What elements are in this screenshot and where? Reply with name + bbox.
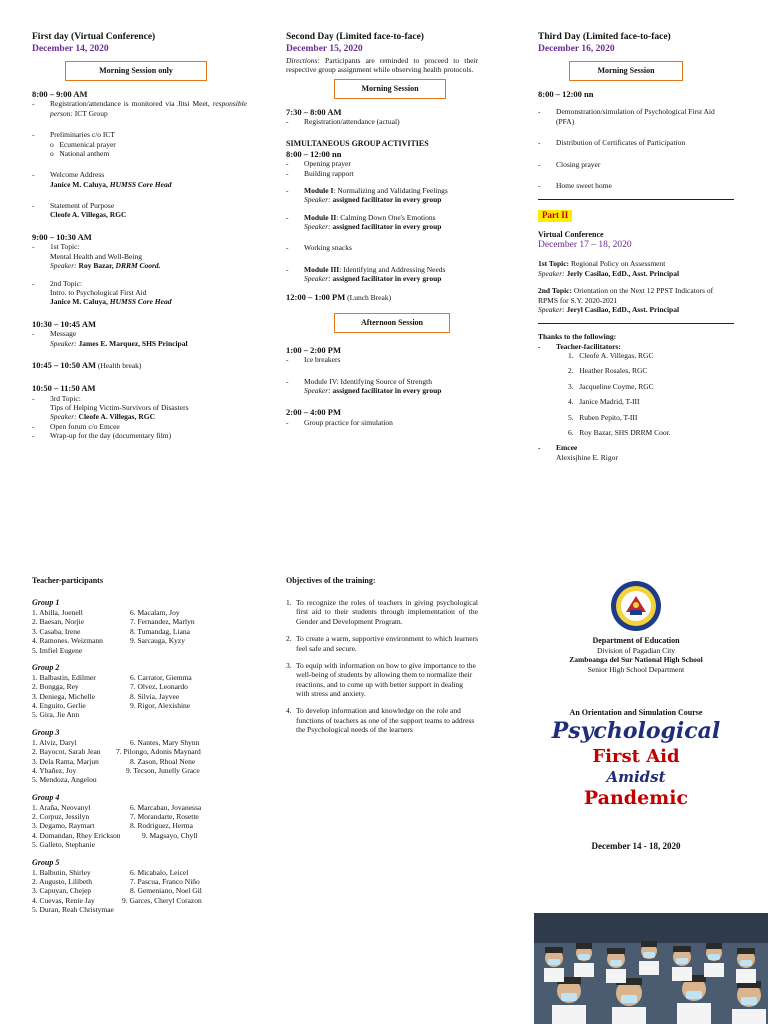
day1-topic1: - 1st Topic: xyxy=(32,242,80,252)
day3-time-1: 8:00 – 12:00 nn xyxy=(538,88,594,99)
day1-title: First day (Virtual Conference) xyxy=(32,32,156,42)
day1-prayer: o Ecumenical prayer xyxy=(50,139,116,149)
cover-title-first-aid: First Aid xyxy=(592,745,680,767)
thanks-title: Thanks to the following: xyxy=(538,332,617,342)
day2-opening-prayer: - Opening prayer xyxy=(286,159,351,169)
day3-date: December 16, 2020 xyxy=(538,43,615,54)
day2-snacks: - Working snacks xyxy=(286,243,352,253)
group-3-title: Group 3 xyxy=(32,727,60,737)
day2-module3-speaker: Speaker: assigned facilitator in every group xyxy=(304,274,442,284)
day2-column xyxy=(286,32,478,427)
day3-title: Third Day (Limited face-to-face) xyxy=(538,32,671,42)
day2-time-1: 7:30 – 8:00 AM xyxy=(286,106,342,117)
day2-time-4: 1:00 – 2:00 PM xyxy=(286,344,342,355)
objective-item: 1. To recognize the roles of teachers in giving psychological first aid to their students through implementation of the Gender and Development Program. xyxy=(286,598,478,626)
day1-date: December 14, 2020 xyxy=(32,43,109,54)
day2-module2-speaker: Speaker: assigned facilitator in every group xyxy=(304,222,442,231)
day2-module4: - Module IV: Identifying Source of Strength xyxy=(286,376,432,386)
part2-topic1: 1st Topic: Regional Policy on Assessment xyxy=(538,259,666,269)
thanks-emcee-label: - Emcee xyxy=(538,443,578,453)
facilitator-item: 2. Heather Rosales, RGC xyxy=(568,366,648,376)
facilitator-item: 3. Jacqueline Coyme, RGC xyxy=(568,381,654,391)
day1-time-5: 10:50 – 11:50 AM xyxy=(32,383,96,393)
day2-module3: - Module III: Identifying and Addressing Needs xyxy=(286,264,446,274)
school-seal-logo xyxy=(610,580,662,632)
part2-date: December 17 – 18, 2020 xyxy=(538,239,632,250)
day1-anthem: o National anthem xyxy=(50,148,110,158)
part2-label: Part II xyxy=(538,210,572,221)
day3-demonstration: - Demonstration/simulation of Psychological First Aid (PFA) xyxy=(538,107,715,126)
group-2-title: Group 2 xyxy=(32,662,60,672)
objectives-column xyxy=(286,576,478,735)
day2-practice: - Group practice for simulation xyxy=(286,417,393,427)
day1-time-3: 10:30 – 10:45 AM xyxy=(32,318,96,329)
day1-column xyxy=(32,32,247,441)
day2-rapport: - Building rapport xyxy=(286,168,354,178)
day1-wrap-up: - Wrap-up for the day (documentary film) xyxy=(32,431,172,441)
objective-item: 4. To develop information and knowledge on the role and functions of teachers as one of the support teams to address the Psychological needs of the learners xyxy=(286,706,475,735)
day2-directions: Directions: Participants are reminded to proceed to their respective group assignment while observing health protocols. xyxy=(286,55,478,75)
group-4-list: 1. Araña, Neovanyl 6. Marcaban, Jovanessa 2. Corpuz, Jessilyn 7. Morandarte, Rosette 3. Degamo, Raymart 8. Rodriguez, Herma 4. Domandan, Rhey Erickson 9. Magsayo, Chyll 5. Galleto, Stephanie xyxy=(32,802,202,850)
students-photo xyxy=(534,913,768,1024)
day1-topic3-speaker: Speaker: Cleofe A. Villegas, RGC xyxy=(50,412,155,422)
thanks-facilitators-label: - Teacher-facilitators: xyxy=(538,341,621,351)
day1-time-1: 8:00 – 9:00 AM xyxy=(32,88,88,99)
group-1-list: 1. Abilla, Joenell 6. Macalam, Joy 2. Baesan, Norjie 7. Fernandez, Marlyn 3. Casaba, Irene 8. Tumandag, Liana 4. Ramones. Weizmann 9. Sarcauga, Kyzy 5. Imfiel Eugene xyxy=(32,608,195,655)
day1-topic2-speaker: Janice M. Caluya, HUMSS Core Head xyxy=(50,297,172,307)
day1-topic2-title: Intro. to Psychological First Aid xyxy=(50,287,147,297)
cover-course: An Orientation and Simulation Course xyxy=(569,708,703,718)
day3-column xyxy=(538,32,734,462)
group-1-title: Group 1 xyxy=(32,598,60,607)
day1-message-speaker: Speaker: James E. Marquez, SHS Principal xyxy=(50,338,188,348)
facilitator-item: 1. Cleofe A. Villegas, RGC xyxy=(568,351,654,360)
group-2-list: 1. Balbastin, Edilmer 6. Carrator, Giemma 2. Bongga, Rey 7. Olvez, Leonardo 3. Deniega, Michelle 8. Silvia, Jayvee 4. Enguito, Gerlie 9. Rigor, Alexishine 5. Gira, Jie Ann xyxy=(32,672,192,720)
day2-simultaneous-title: SIMULTANEOUS GROUP ACTIVITIES xyxy=(286,138,429,148)
part2-topic2: 2nd Topic: Orientation on the Next 12 PPST Indicators of RPMS for S.Y. 2020-2021 xyxy=(538,286,714,305)
day1-welcome: - Welcome Address xyxy=(32,170,105,180)
day3-closing-prayer: - Closing prayer xyxy=(538,159,601,169)
day1-welcome-speaker: Janice M. Caluya, HUMSS Core Head xyxy=(50,179,172,189)
day2-module4-speaker: Speaker: assigned facilitator in every group xyxy=(304,385,442,395)
cover-division: Division of Pagadian City xyxy=(596,646,676,655)
thanks-facilitator-list xyxy=(538,351,734,437)
day1-topic1-speaker: Speaker: Roy Bazar, DRRM Coord. xyxy=(50,261,161,271)
day1-purpose: - Statement of Purpose xyxy=(32,201,115,210)
cover-dates: December 14 - 18, 2020 xyxy=(591,840,681,851)
thanks-emcee: Alexisjhine E. Rigor xyxy=(556,452,618,462)
part2-title: Virtual Conference xyxy=(538,229,604,239)
day2-lunch: 12:00 – 1:00 PM (Lunch Break) xyxy=(286,291,392,302)
day1-session-box: Morning Session only xyxy=(65,61,207,81)
day1-topic3-title: Tips of Helping Victim-Survivors of Disasters xyxy=(50,403,189,412)
participants-title: Teacher-participants xyxy=(32,576,103,585)
participants-column xyxy=(32,576,247,914)
day2-module2: - Module II: Calming Down One's Emotions xyxy=(286,212,436,222)
cover-title-psychological: Psychological xyxy=(551,718,721,745)
cover-school: Zamboanga del Sur National High School xyxy=(569,655,703,665)
day2-session-box: Morning Session xyxy=(334,79,446,99)
group-5-title: Group 5 xyxy=(32,857,60,867)
day1-health-break: 10:45 – 10:50 AM (Health break) xyxy=(32,360,142,370)
objectives-title: Objectives of the training: xyxy=(286,576,376,585)
group-3-list: 1. Alviz, Daryl 6. Nantes, Mary Shynn 2. Bayocot, Sarah Jean 7. Pilongo, Adonis Maynard 3. Dela Rama, Marjun 8. Zason, Rhoal Nene 4. Ybañez, Joy 9. Tecson, Junelly Grace 5. Mendoza, Angelou xyxy=(32,737,201,785)
facilitator-item: 4. Janice Madrid, T-III xyxy=(568,397,640,407)
day3-home: - Home sweet home xyxy=(538,180,612,190)
facilitator-item: 5. Ruben Pepito, T-III xyxy=(568,412,638,422)
objective-item: 2. To create a warm, supportive environment to which learners feel safe and secure. xyxy=(286,634,478,653)
day3-certificates: - Distribution of Certificates of Participation xyxy=(538,138,686,148)
day2-module1: - Module I: Normalizing and Validating Feelings xyxy=(286,185,448,195)
group-5-list: 1. Balbutin, Shirley 6. Micabalo, Leicel 2. Augusto, Lilibeth 7. Pascua, Franco Niño 3. Capuyan, Chejep 8. Gemeniano, Noel Gil 4. Cuevas, Renie Jay 9. Garces, Cheryl Corazon 5. Duran, Reah Christymae xyxy=(32,867,202,914)
cover-title-pandemic: Pandemic xyxy=(583,786,689,809)
objective-item: 3. To equip with information on how to give importance to the well-being of students by allowing them to normalize their reactions, and to come up with better support in dealing with stress and anxiety. xyxy=(286,660,476,698)
divider-1 xyxy=(538,199,734,200)
day2-module1-speaker: Speaker: assigned facilitator in every group xyxy=(304,195,442,205)
part2-topic1-speaker: Speaker: Jerly Casilao, EdD., Asst. Principal xyxy=(538,268,680,278)
group-4-title: Group 4 xyxy=(32,792,60,802)
day2-time-5: 2:00 – 4:00 PM xyxy=(286,407,342,418)
day1-message: - Message xyxy=(32,329,77,339)
day1-topic3: - 3rd Topic: xyxy=(32,393,81,403)
day1-purpose-speaker: Cleofe A. Villegas, RGC xyxy=(50,210,127,220)
cover-shs: Senior High School Department xyxy=(587,664,685,674)
day1-time-2: 9:00 – 10:30 AM xyxy=(32,231,92,242)
facilitator-item: 6. Roy Bazar, SHS DRRM Coor. xyxy=(568,427,671,437)
cover-dept: Department of Education xyxy=(592,636,680,645)
day2-date: December 15, 2020 xyxy=(286,43,363,54)
cover-panel xyxy=(538,580,734,852)
day2-title: Second Day (Limited face-to-face) xyxy=(286,32,424,42)
day2-ice-breakers: - Ice breakers xyxy=(286,355,341,365)
day2-registration: - Registration/attendance (actual) xyxy=(286,117,400,127)
day1-open-forum: - Open forum c/o Emcee xyxy=(32,421,120,431)
day1-preliminaries: - Preliminaries c/o ICT xyxy=(32,130,115,140)
day1-topic1-title: Mental Health and Well-Being xyxy=(50,251,142,261)
part2-topic2-speaker: Speaker: Jeryl Casilao, EdD., Asst. Principal xyxy=(538,304,680,314)
day2-afternoon-box: Afternoon Session xyxy=(334,313,450,333)
day3-session-box: Morning Session xyxy=(569,61,683,81)
cover-title-amidst: Amidst xyxy=(606,768,666,787)
day2-time-2: 8:00 – 12:00 nn xyxy=(286,148,342,159)
day1-registration: - Registration/attendance is monitored via Jitsi Meet, responsible person: ICT Group xyxy=(32,99,247,118)
day1-topic2: - 2nd Topic: xyxy=(32,278,83,288)
